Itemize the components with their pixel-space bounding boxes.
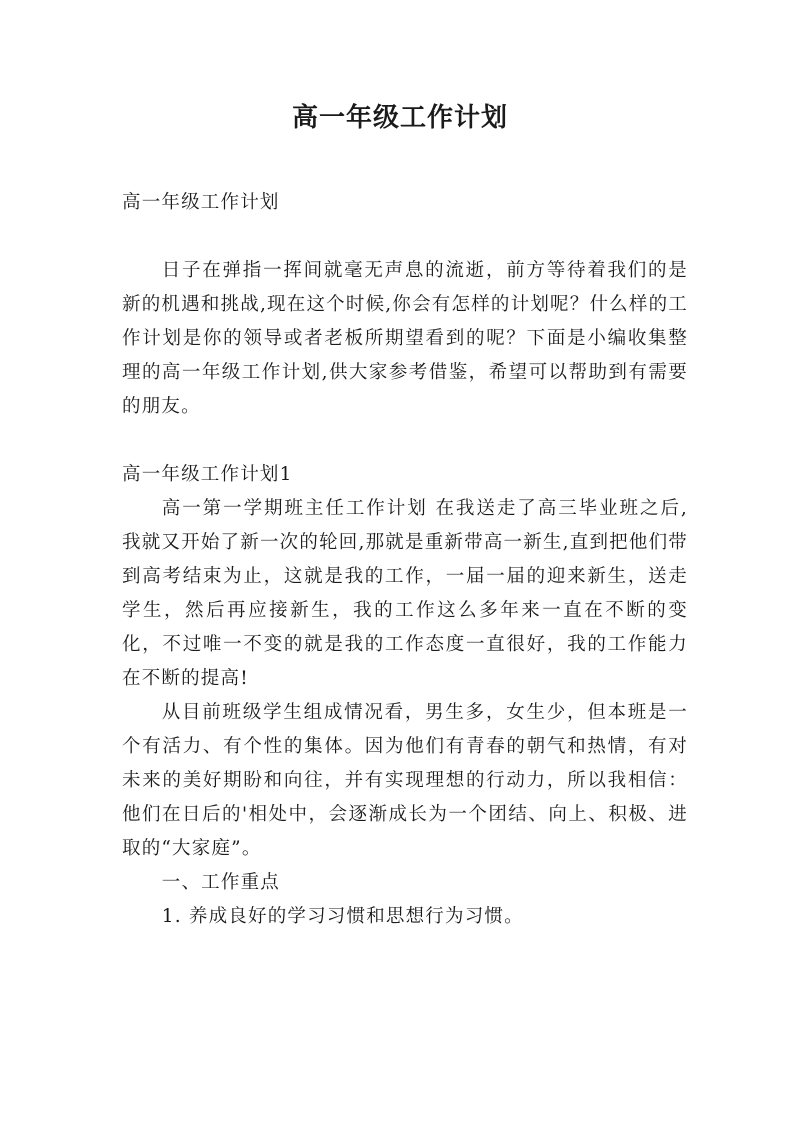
section-heading: 高一年级工作计划1 — [122, 464, 293, 485]
document-body — [122, 186, 688, 934]
intro-paragraph: 日子在弹指一挥间就毫无声息的流逝，前方等待着我们的是新的机遇和挑战,现在这个时候,你会有怎样的计划呢？什么样的工作计划是你的领导或者老板所期望看到的呢？下面是小编收集整理的高一年级工作计划,供大家参考借鉴，希望可以帮助到有需要的朋友。 — [122, 260, 688, 417]
list-heading: 一、工作重点 — [161, 872, 280, 893]
list-item-1: 1. 养成良好的学习习惯和思想行为习惯。 — [161, 906, 524, 927]
document-subtitle: 高一年级工作计划 — [122, 192, 280, 213]
document-title: 高一年级工作计划 — [291, 103, 508, 133]
body-paragraph-2: 从目前班级学生组成情况看，男生多，女生少，但本班是一个有活力、有个性的集体。因为他们有青春的朝气和热情，有对未来的美好期盼和向往，并有实现理想的行动力，所以我相信：他们在日后的'相处中，会逐渐成长为一个团结、向上、积极、进取的“大家庭”。 — [122, 702, 688, 859]
body-paragraph-1: 高一第一学期班主任工作计划 在我送走了高三毕业班之后,我就又开始了新一次的轮回,那就是重新带高一新生,直到把他们带到高考结束为止，这就是我的工作，一届一届的迎来新生，送走学生，然后再应接新生，我的工作这么多年来一直在不断的变化，不过唯一不变的就是我的工作态度一直很好，我的工作能力在不断的提高! — [122, 498, 688, 689]
